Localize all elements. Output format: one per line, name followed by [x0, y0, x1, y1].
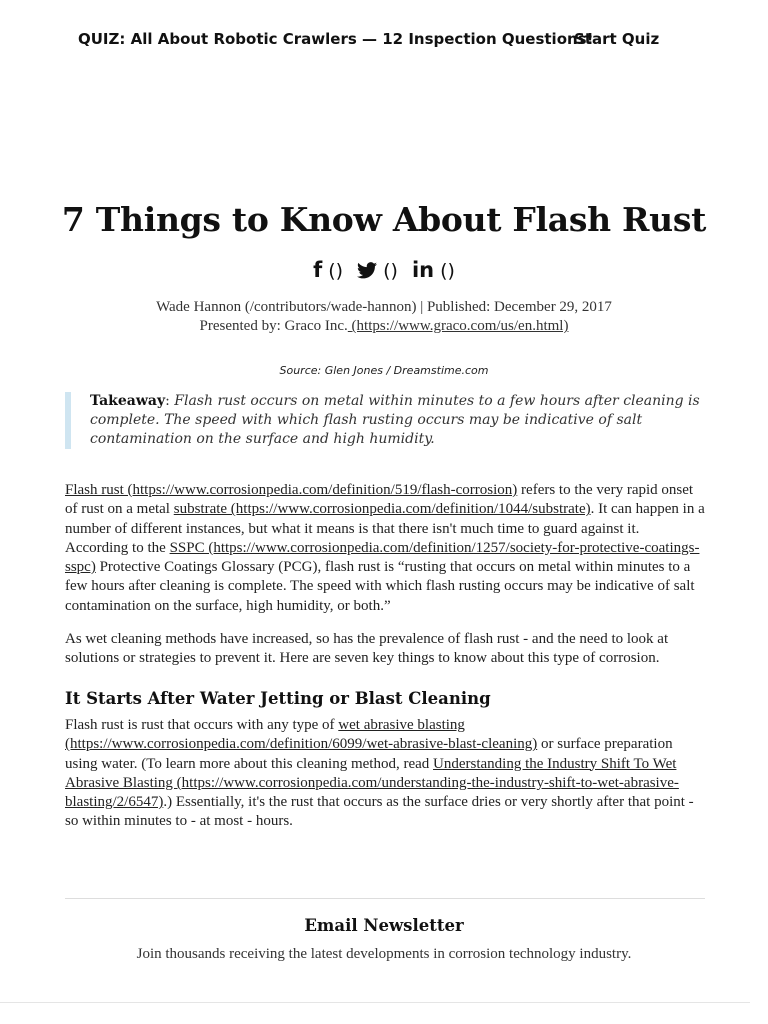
sponsor-link: (https://www.graco.com/us/en.html)	[351, 318, 569, 334]
wet-abrasive-blasting-link[interactable]: wet abrasive blasting (https://www.corrosionpedia.com/definition/6099/wet-abrasive-blast-cleaning)	[65, 716, 538, 753]
takeaway-text: Flash rust occurs on metal within minutes to a few hours after cleaning is complete. The speed with which flash rusting occurs may be indicative of salt contamination on the surface and high humidity.	[90, 393, 700, 447]
flash-rust-link[interactable]: Flash rust (https://www.corrosionpedia.com/definition/519/flash-corrosion)	[65, 482, 518, 498]
linkedin-icon: in	[411, 258, 435, 282]
paragraph-2: As wet cleaning methods have increased, so has the prevalence of flash rust - and the need to look at solutions or strategies to prevent it. Here are seven key things to know about this type of corrosion.	[65, 631, 669, 667]
section-divider	[65, 898, 705, 899]
image-source-caption: Source: Glen Jones / Dreamstime.com	[279, 364, 489, 377]
start-quiz-button[interactable]: Start Quiz	[574, 30, 660, 48]
share-twitter[interactable]	[357, 260, 398, 282]
linkedin-count: ()	[440, 260, 455, 282]
bottom-divider	[0, 1002, 750, 1003]
newsletter-title: Email Newsletter	[304, 916, 464, 935]
author-url: (/contributors/wade-hannon)	[244, 299, 417, 315]
byline-line2	[0, 317, 768, 336]
article-body	[65, 481, 705, 846]
quiz-promo-link[interactable]: QUIZ: All About Robotic Crawlers — 12 Inspection Questions!	[78, 30, 594, 48]
facebook-icon: f	[313, 258, 323, 282]
takeaway-label: Takeaway	[90, 393, 166, 409]
twitter-count: ()	[383, 260, 398, 282]
newsletter-text: Join thousands receiving the latest developments in corrosion technology industry.	[136, 946, 632, 962]
share-linkedin[interactable]	[412, 258, 455, 282]
newsletter-section	[0, 916, 768, 965]
byline-line1	[0, 298, 768, 317]
byline	[0, 298, 768, 336]
industry-shift-article-link[interactable]: Understanding the Industry Shift To Wet Abrasive Blasting (https://www.corrosionpedia.com/understanding-the-industry-shift-to-wet-abrasive-blasting/2/6547)	[65, 755, 679, 811]
substrate-link[interactable]: substrate (https://www.corrosionpedia.com/definition/1044/substrate)	[173, 501, 591, 518]
share-facebook[interactable]	[313, 258, 343, 282]
byline-separator: |	[420, 299, 424, 315]
author-link[interactable]: Wade Hannon	[156, 299, 242, 315]
paragraph-1: Flash rust (https://www.corrosionpedia.com/definition/519/flash-corrosion) refers to the very rapid onset of rust on a metal substrate (https://www.corrosionpedia.com/definition/1044/substrate). It can happen in a number of different instances, but what it means is that there isn't much time to guard against it. According to the SSPC (https://www.corrosionpedia.com/definition/1257/society-for-protective-coatings-sspc) Protective Coatings Glossary (PCG), flash rust is “rusting that occurs on metal within minutes to a few hours after cleaning is complete. The speed with which flash rusting occurs may be indicative of salt contamination on the surface, high humidity, or both.”	[65, 482, 705, 614]
paragraph-3: Flash rust is rust that occurs with any type of wet abrasive blasting (https://www.corrosionpedia.com/definition/6099/wet-abrasive-blast-cleaning) or surface preparation using water. (To learn more about this cleaning method, read Understanding the Industry Shift To Wet Abrasive Blasting (https://www.corrosionpedia.com/understanding-the-industry-shift-to-wet-abrasive-blasting/2/6547).) Essentially, it's the rust that occurs as the surface dries or very shortly after that point - so within minutes to - at most - hours.	[65, 716, 694, 830]
presented-by: Presented by: Graco Inc.	[199, 318, 348, 334]
takeaway-box: Takeaway: Flash rust occurs on metal within minutes to a few hours after cleaning is complete. The speed with which flash rusting occurs may be indicative of salt contamination on the surface and high humidity.	[65, 392, 705, 449]
twitter-icon	[357, 262, 377, 279]
section-heading: It Starts After Water Jetting or Blast Cleaning	[65, 688, 491, 708]
published-date: Published: December 29, 2017	[426, 299, 612, 315]
article-title: 7 Things to Know About Flash Rust	[61, 200, 707, 239]
share-bar	[0, 258, 768, 282]
facebook-count: ()	[328, 260, 344, 282]
sspc-link[interactable]: SSPC (https://www.corrosionpedia.com/definition/1257/society-for-protective-coatings-sspc)	[65, 539, 700, 576]
